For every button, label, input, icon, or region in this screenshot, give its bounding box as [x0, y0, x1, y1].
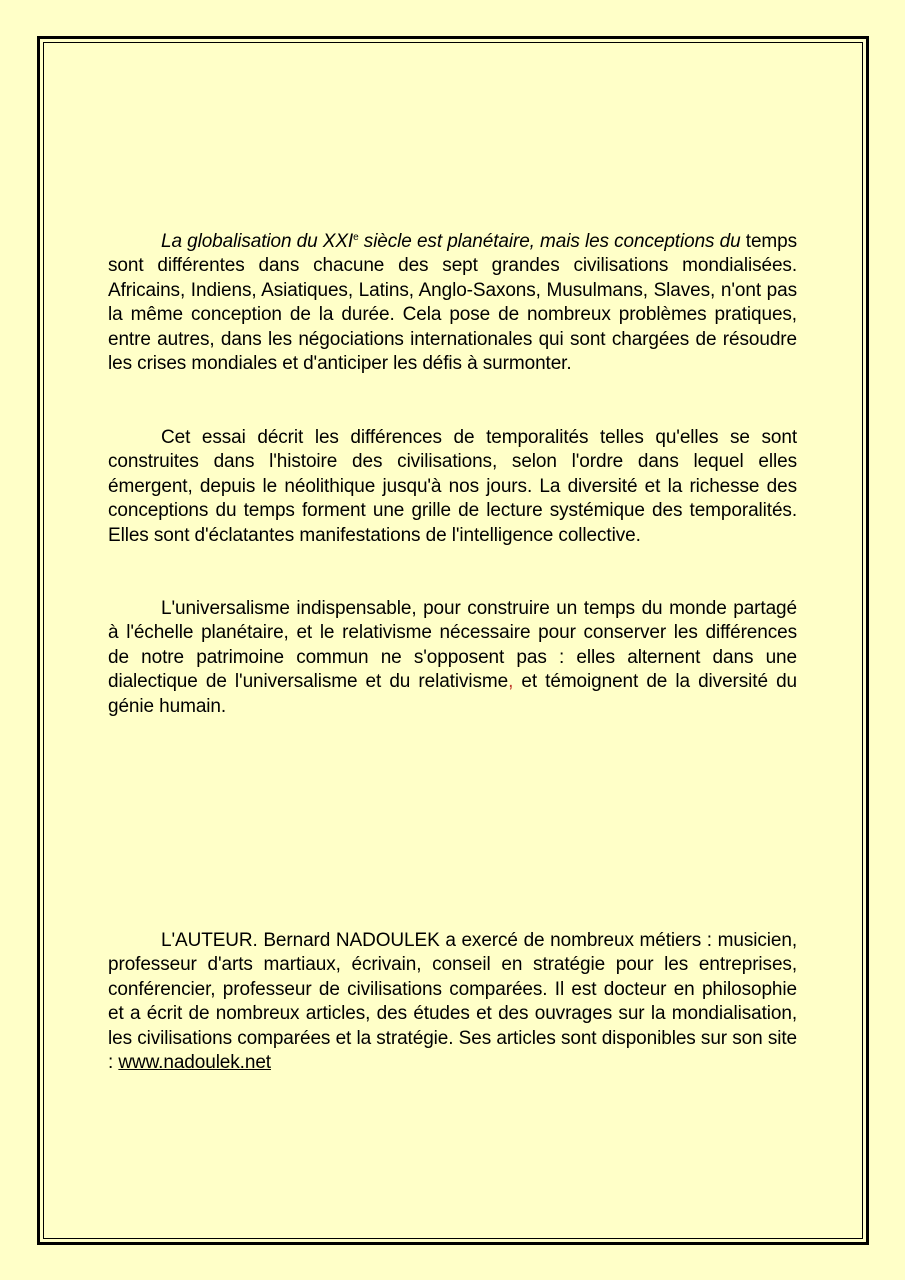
universalism-block: [108, 597, 797, 719]
red-comma: ,: [508, 671, 514, 693]
universalism-text-start: L'universalisme indispensable, pour construire un temps du monde partagé à l'échelle planétaire, et le relativisme nécessaire pour conserver les différences de notre patrimoine commun ne s'opposent pas : elles alternent dans une dialectique de l'universalisme et du relativisme: [108, 598, 797, 693]
intro-italic-start: La globalisation du XXI: [161, 231, 354, 252]
intro-paragraph-block: [108, 230, 797, 376]
author-bio-text: L'AUTEUR. Bernard NADOULEK a exercé de nombreux métiers : musicien, professeur d'arts martiaux, écrivain, conseil en stratégie pour les entreprises, conférencier, professeur de civilisations comparées. Il est docteur en philosophie et a écrit de nombreux articles, des études et des ouvrages sur la mondialisation, les civilisations comparées et la stratégie. Ses articles sont disponibles sur son site :: [108, 930, 797, 1074]
intro-paragraph: [108, 230, 797, 376]
century-superscript: e: [353, 232, 359, 243]
author-website-link[interactable]: www.nadoulek.net: [118, 1052, 271, 1074]
universalism-text-end: et témoignent de la diversité du génie humain.: [108, 671, 797, 717]
universalism-paragraph: [108, 597, 797, 719]
essay-description-paragraph: Cet essai décrit les différences de temporalités telles qu'elles se sont construites dans l'histoire des civilisations, selon l'ordre dans lequel elles émergent, depuis le néolithique jusqu'à nos jours. La diversité et la richesse des conceptions du temps forment une grille de lecture systémique des temporalités. Elles sont d'éclatantes manifestations de l'intelligence collective.: [108, 427, 797, 546]
intro-italic-middle: siècle est planétaire, mais les conceptions du: [358, 231, 741, 252]
essay-description-block: [108, 426, 797, 548]
author-paragraph: [108, 929, 797, 1075]
intro-normal-text: temps sont différentes dans chacune des sept grandes civilisations mondialisées. Africains, Indiens, Asiatiques, Latins, Anglo-Saxons, Musulmans, Slaves, n'ont pas la même conception de la durée. Cela pose de nombreux problèmes pratiques, entre autres, dans les négociations internationales qui sont chargées de résoudre les crises mondiales et d'anticiper les défis à surmonter.: [108, 231, 798, 375]
author-block: [108, 929, 797, 1075]
